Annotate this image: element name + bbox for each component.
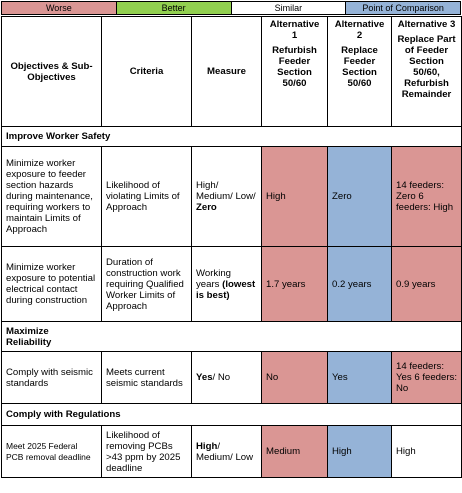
section-row-regulations	[2, 404, 462, 426]
alt2-value: High	[328, 426, 392, 478]
measure-cell	[192, 352, 262, 404]
measure-text: Working years	[196, 267, 232, 290]
alt2-value: Zero	[328, 147, 392, 247]
objective-cell: Minimize worker exposure to feeder section hazards during maintenance, requiring workers to maintain Limits of Approach	[2, 147, 102, 247]
header-measure: Measure	[192, 17, 262, 127]
section-regulations: Comply with Regulations	[2, 404, 462, 426]
measure-emphasis: High	[196, 440, 218, 452]
table-row	[2, 426, 462, 478]
header-alternative-1	[262, 17, 328, 127]
legend-worse: Worse	[2, 2, 117, 14]
measure-text: High/ Medium/ Low/	[196, 180, 256, 202]
measure-emphasis: Yes	[196, 372, 213, 383]
alt3-value: High	[392, 426, 462, 478]
alt3-desc: Replace Part of Feeder Section 50/60, Refurbish Remainder	[397, 34, 456, 100]
table-row	[2, 247, 462, 322]
alt1-desc: Refurbish Feeder Section 50/60	[272, 45, 317, 89]
color-legend	[1, 1, 461, 15]
alt2-title: Alternative 2	[334, 19, 385, 41]
alt1-value: No	[262, 352, 328, 404]
header-row	[2, 17, 462, 127]
alternatives-comparison-table	[1, 16, 462, 478]
header-alternative-3	[392, 17, 462, 127]
section-row-reliability	[2, 322, 462, 352]
alt2-value: Yes	[328, 352, 392, 404]
objective-cell: Meet 2025 Federal PCB removal deadline	[2, 426, 102, 478]
measure-cell	[192, 426, 262, 478]
alt1-value: High	[262, 147, 328, 247]
legend-similar: Similar	[232, 2, 347, 14]
alt2-value: 0.2 years	[328, 247, 392, 322]
measure-cell	[192, 147, 262, 247]
section-reliability	[2, 322, 462, 352]
legend-point-of-comparison: Point of Comparison	[346, 2, 460, 14]
measure-cell	[192, 247, 262, 322]
alt2-desc: Replace Feeder Section 50/60	[341, 45, 378, 89]
objective-cell: Comply with seismic standards	[2, 352, 102, 404]
alt3-value: 14 feeders: Zero 6 feeders: High	[392, 147, 462, 247]
header-objectives: Objectives & Sub-Objectives	[2, 17, 102, 127]
section-reliability-label: Maximize Reliability	[6, 325, 52, 348]
comparison-table-frame	[1, 1, 461, 478]
header-criteria: Criteria	[102, 17, 192, 127]
criteria-cell: Meets current seismic standards	[102, 352, 192, 404]
measure-emphasis: Zero	[196, 202, 217, 213]
measure-emphasis: (lowest is best)	[196, 278, 256, 301]
measure-text: / No	[212, 372, 231, 383]
table-row	[2, 147, 462, 247]
alt3-value: 14 feeders: Yes 6 feeders: No	[392, 352, 462, 404]
objective-cell: Minimize worker exposure to potential electrical contact during construction	[2, 247, 102, 322]
criteria-cell: Likelihood of violating Limits of Approach	[102, 147, 192, 247]
legend-better: Better	[117, 2, 232, 14]
header-alternative-2	[328, 17, 392, 127]
table-row	[2, 352, 462, 404]
section-worker-safety: Improve Worker Safety	[2, 127, 462, 147]
section-row-worker-safety	[2, 127, 462, 147]
criteria-cell: Likelihood of removing PCBs >43 ppm by 2025 deadline	[102, 426, 192, 478]
alt1-value: Medium	[262, 426, 328, 478]
alt1-value: 1.7 years	[262, 247, 328, 322]
measure-text: / Medium/ Low	[196, 440, 254, 463]
alt3-title: Alternative 3	[397, 19, 456, 30]
alt1-title: Alternative 1	[269, 19, 320, 41]
alt3-value: 0.9 years	[392, 247, 462, 322]
criteria-cell: Duration of construction work requiring Qualified Worker Limits of Approach	[102, 247, 192, 322]
